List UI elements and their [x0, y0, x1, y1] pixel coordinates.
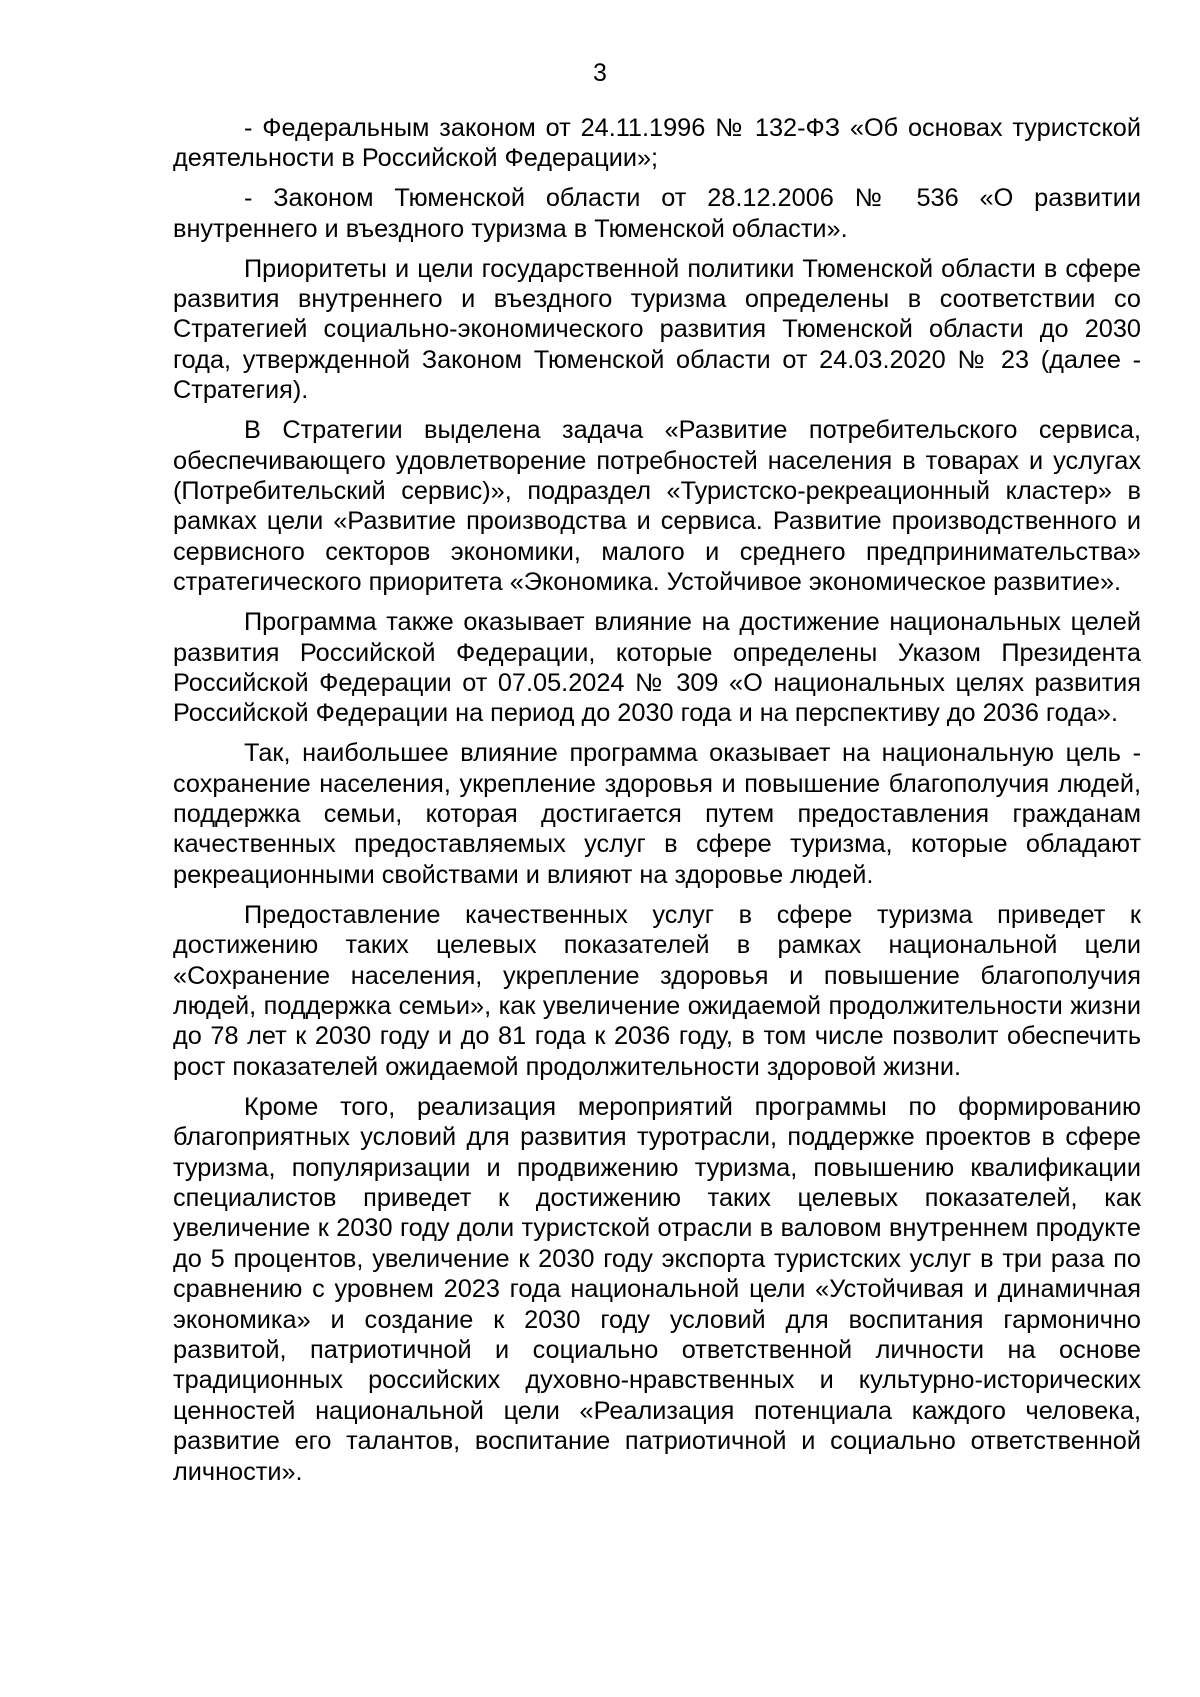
paragraph-national-goals: Программа также оказывает влияние на достижение национальных целей развития Российской Федерации, которые определены Указом Президента Российской Федерации от 07.05.2024 № 309 «О национальных целях развития Российской Федерации на период до 2030 года и на перспективу до 2036 года».	[173, 608, 1141, 728]
paragraph-additionally: Кроме того, реализация мероприятий программы по формированию благоприятных условий для развития туротрасли, поддержке проектов в сфере туризма, популяризации и продвижению туризма, повышению квалификации специалистов приведет к достижению таких целевых показателей, как увеличение к 2030 году доли туристской отрасли в валовом внутреннем продукте до 5 процентов, увеличение к 2030 году экспорта туристских услуг в три раза по сравнению с уровнем 2023 года национальной цели «Устойчивая и динамичная экономика» и создание к 2030 году условий для воспитания гармонично развитой, патриотичной и социально ответственной личности на основе традиционных российских духовно-нравственных и культурно-исторических ценностей национальной цели «Реализация потенциала каждого человека, развитие его талантов, воспитание патриотичной и социально ответственной личности».	[173, 1092, 1141, 1486]
paragraph-strategy-task: В Стратегии выделена задача «Развитие потребительского сервиса, обеспечивающего удовлетворение потребностей населения в товарах и услугах (Потребительский сервис)», подраздел «Туристско-рекреационный кластер» в рамках цели «Развитие производства и сервиса. Развитие производственного и сервисного секторов экономики, малого и среднего предпринимательства» стратегического приоритета «Экономика. Устойчивое экономическое развитие».	[173, 416, 1141, 597]
document-body	[173, 113, 1141, 1496]
page-number: 3	[593, 59, 607, 87]
paragraph-quality-services: Предоставление качественных услуг в сфере туризма приведет к достижению таких целевых показателей в рамках национальной цели «Сохранение населения, укрепление здоровья и повышение благополучия людей, поддержка семьи», как увеличение ожидаемой продолжительности жизни до 78 лет к 2030 году и до 81 года к 2036 году, в том числе позволит обеспечить рост показателей ожидаемой продолжительности здоровой жизни.	[173, 900, 1141, 1081]
paragraph-priorities: Приоритеты и цели государственной политики Тюменской области в сфере развития внутреннего и въездного туризма определены в соответствии со Стратегией социально-экономического развития Тюменской области до 2030 года, утвержденной Законом Тюменской области от 24.03.2020 № 23 (далее - Стратегия).	[173, 254, 1141, 405]
paragraph-federal-law: - Федеральным законом от 24.11.1996 № 132-ФЗ «Об основах туристской деятельности в Российской Федерации»;	[173, 114, 1141, 173]
paragraph-greatest-influence: Так, наибольшее влияние программа оказывает на национальную цель - сохранение населения, укрепление здоровья и повышение благополучия людей, поддержка семьи, которая достигается путем предоставления гражданам качественных предоставляемых услуг в сфере туризма, которые обладают рекреационными свойствами и влияют на здоровье людей.	[173, 739, 1141, 889]
paragraph-regional-law: - Законом Тюменской области от 28.12.2006 № 536 «О развитии внутреннего и въездного туризма в Тюменской области».	[173, 184, 1141, 243]
